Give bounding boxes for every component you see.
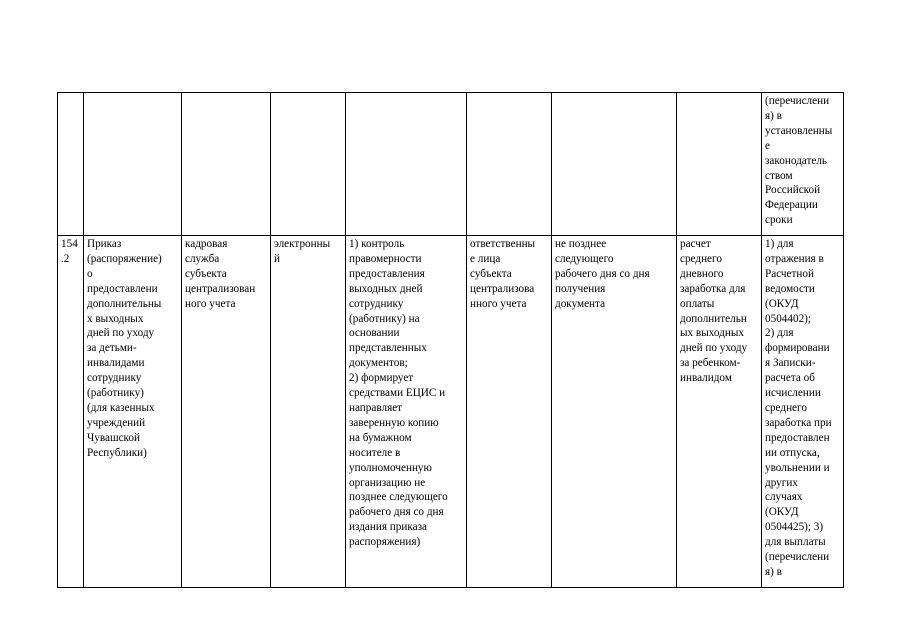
table-cell [346,93,467,236]
deadline: не позднее следующего рабочего дня со дня получения документа [555,238,650,310]
table-row [58,236,844,588]
table-cell [182,93,271,236]
table-cell [58,236,84,588]
document-name: Приказ (распоряжение) о предоставлени дополнительны х выходных дней по уходу за детьми- инвалидами сотруднику (работнику) (для казенных учреждений Чувашской Республики) [87,238,162,459]
document-usage: 1) для отражения в Расчетной ведомости (ОКУД 0504402); 2) для формировани я Записки- расчета об исчислении среднего заработка при предоставлен ии отпуска, увольнении и других случаях (ОКУД 0504425); 3) для выплаты (перечислени я) в [765,238,832,578]
table-cell [58,93,84,236]
table-cell [552,93,677,236]
document-format: электронны й [274,238,331,265]
table-cell [182,236,271,588]
responsible-persons: ответственны е лица субъекта централизова нного учета [470,238,536,310]
row-number: 154 .2 [61,238,78,265]
table-cell [467,93,552,236]
table-cell [346,236,467,588]
document-table [57,92,844,588]
table-cell [552,236,677,588]
control-procedure: 1) контроль правомерности предоставления выходных дней сотруднику (работнику) на основании представленных документов; 2) формирует средствами ЕЦИС и направляет заверенную копию на бумажном носителе в уполномоченную организацию не позднее следующего рабочего дня со дня издания приказа распоряжения) [349,238,448,549]
table-cell [271,93,346,236]
table-cell [677,93,762,236]
table-cell [467,236,552,588]
table-row [58,93,844,236]
table-cell [271,236,346,588]
table-cell [84,93,182,236]
table-cell [762,236,844,588]
table-cell [677,236,762,588]
table-cell [762,93,844,236]
accounting-action: расчет среднего дневного заработка для оплаты дополнительн ых выходных дней по уходу за ребенком- инвалидом [680,238,748,385]
continuation-usage-text: (перечислени я) в установленны е законодатель ством Российской Федерации сроки [765,95,833,227]
document-creator: кадровая служба субъекта централизован ного учета [185,238,256,310]
table-cell [84,236,182,588]
